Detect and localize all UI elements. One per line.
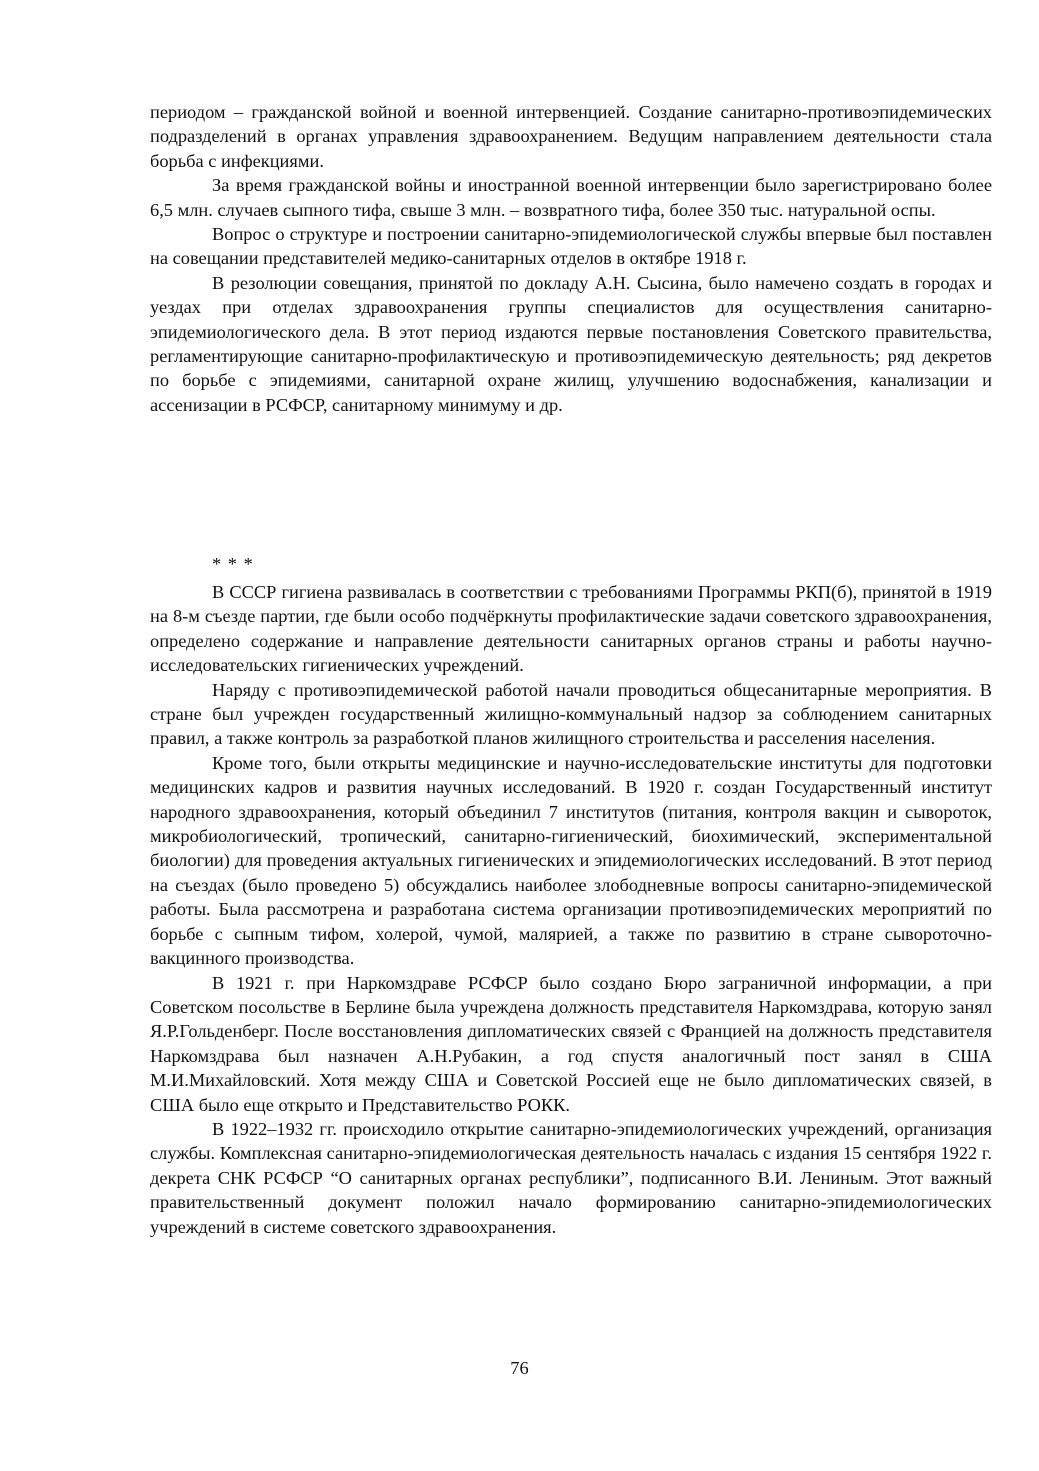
paragraph-service-structure: Вопрос о структуре и построении санитарно-эпидемиологической службы впервые был поставлен на совещании представителей медико-санитарных отделов в октябре 1918 г. (150, 224, 992, 269)
paragraph-sanitary-decree: В 1922–1932 гг. происходило открытие санитарно-эпидемиологических учреждений, организация службы. Комплексная санитарно-эпидемиологическая деятельность началась с издания 15 сентября 1922 г. декрета СНК РСФСР “О санитарных органах республики”, подписанного В.И. Лениным. Этот важный правительственный документ положил начало формированию санитарно-эпидемиологических учреждений в системе советского здравоохранения. (150, 1118, 992, 1237)
paragraph-sanitary-measures: Наряду с противоэпидемической работой начали проводиться общесанитарные мероприятия. В стране был учрежден государственный жилищно-коммунальный надзор за соблюдением санитарных правил, а также контроль за разработкой планов жилищного строительства и расселения населения. (150, 679, 992, 749)
paragraph-typhus-statistics: За время гражданской войны и иностранной военной интервенции было зарегистрировано более 6,5 млн. случаев сыпного тифа, свыше 3 млн. – возвратного тифа, более 350 тыс. натуральной оспы. (150, 175, 992, 220)
paragraph-ussr-hygiene: В СССР гигиена развивалась в соответствии с требованиями Программы РКП(б), принятой в 1919 на 8-м съезде партии, где были особо подчёркнуты профилактические задачи советского здравоохранения, определено содержание и направление деятельности санитарных органов страны и работы научно-исследовательских гигиенических учреждений. (150, 582, 992, 676)
bottom-text-section (150, 580, 992, 1239)
paragraph-research-institutes: Кроме того, были открыты медицинские и научно-исследовательские институты для подготовки медицинских кадров и развития научных исследований. В 1920 г. создан Государственный институт народного здравоохранения, который объединил 7 институтов (питания, контроля вакцин и сывороток, микробиологический, тропический, санитарно-гигиенический, биохимический, экспериментальной биологии) для проведения актуальных гигиенических и эпидемиологических исследований. В этот период на съездах (было проведено 5) обсуждались наиболее злободневные вопросы санитарно-эпидемической работы. Была рассмотрена и разработана система организации противоэпидемических мероприятий по борьбе с сыпным тифом, холерой, чумой, малярией, а также по развитию в стране сывороточно-вакцинного производства. (150, 752, 992, 969)
top-text-section (150, 100, 992, 417)
paragraph-meeting-resolution: В резолюции совещания, принятой по докладу А.Н. Сысина, было намечено создать в городах и уездах при отделах здравоохранения группы специалистов для осуществления санитарно-эпидемиологического дела. В этот период издаются первые постановления Советского правительства, регламентирующие санитарно-профилактическую и противоэпидемическую деятельность; ряд декретов по борьбе с эпидемиями, санитарной охране жилищ, улучшению водоснабжения, канализации и ассенизации в РСФСР, санитарному минимуму и др. (150, 272, 992, 415)
page-number: 76 (510, 1358, 529, 1378)
paragraph-continuation: периодом – гражданской войной и военной интервенцией. Создание санитарно-противоэпидемических подразделений в органах управления здравоохранением. Ведущим направлением деятельности стала борьба с инфекциями. (150, 102, 992, 171)
paragraph-foreign-information: В 1921 г. при Наркомздраве РСФСР было создано Бюро заграничной информации, а при Советском посольстве в Берлине была учреждена должность представителя Наркомздрава, которую занял Я.Р.Гольденберг. После восстановления дипломатических связей с Францией на должность представителя Наркомздрава был назначен А.Н.Рубакин, а год спустя аналогичный пост занял в США М.И.Михайловский. Хотя между США и Советской Россией еще не было дипломатических связей, в США было еще открыто и Представительство РОКК. (150, 972, 992, 1115)
section-separator: * * * (212, 554, 254, 574)
